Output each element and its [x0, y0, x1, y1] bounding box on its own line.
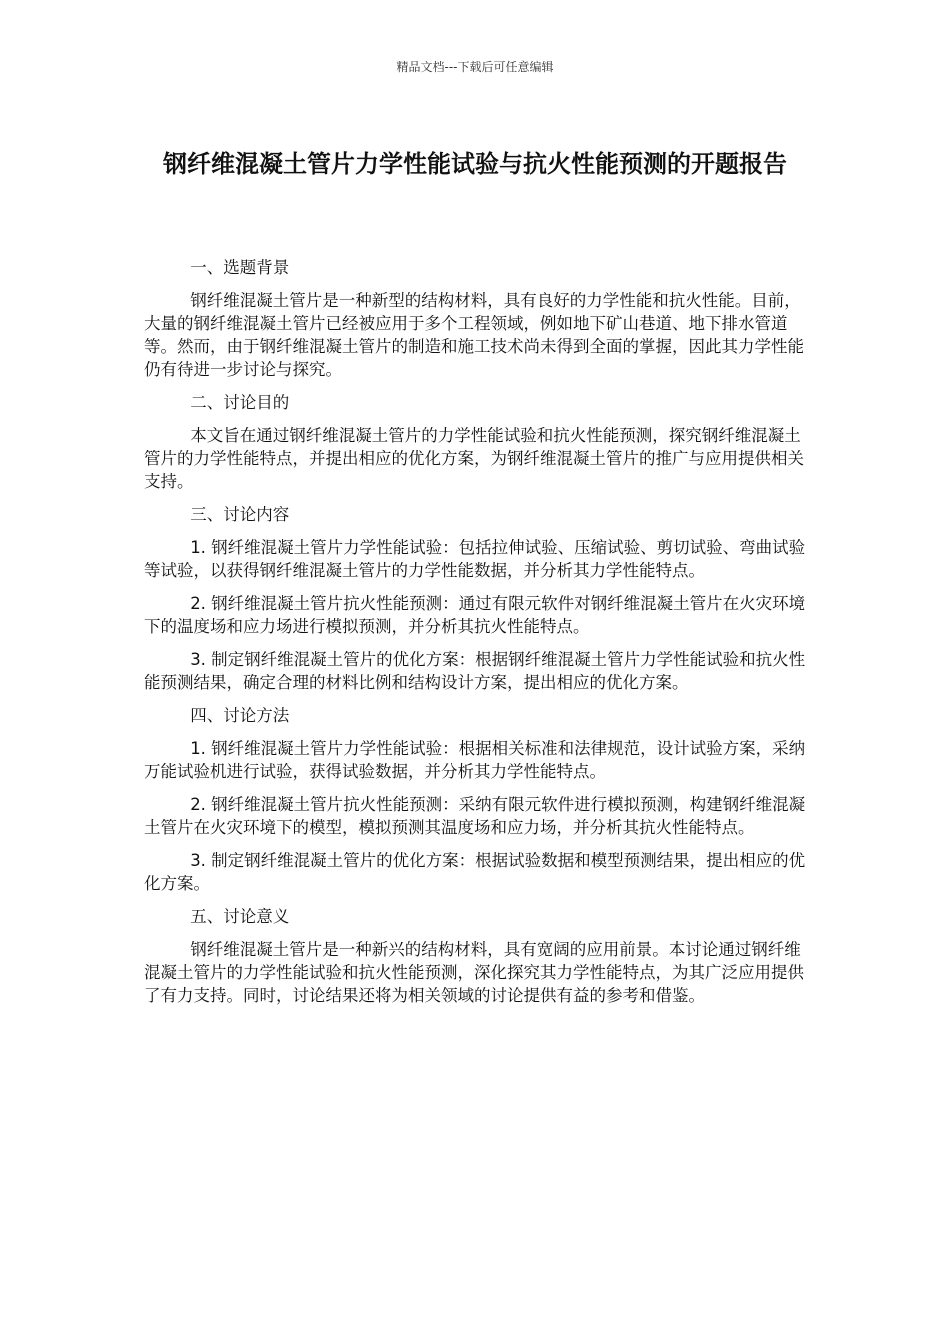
- document-body: [144, 256, 806, 1017]
- list-item: 1. 钢纤维混凝土管片力学性能试验：根据相关标准和法律规范，设计试验方案，采纳万能试验机进行试验，获得试验数据，并分析其力学性能特点。: [144, 739, 806, 781]
- list-item: 1. 钢纤维混凝土管片力学性能试验：包括拉伸试验、压缩试验、剪切试验、弯曲试验等试验，以获得钢纤维混凝土管片的力学性能数据，并分析其力学性能特点。: [144, 538, 806, 580]
- list-item: 2. 钢纤维混凝土管片抗火性能预测：通过有限元软件对钢纤维混凝土管片在火灾环境下的温度场和应力场进行模拟预测，并分析其抗火性能特点。: [144, 594, 806, 636]
- paragraph: 本文旨在通过钢纤维混凝土管片的力学性能试验和抗火性能预测，探究钢纤维混凝土管片的力学性能特点，并提出相应的优化方案，为钢纤维混凝土管片的推广与应用提供相关支持。: [144, 426, 804, 491]
- list-item: 3. 制定钢纤维混凝土管片的优化方案：根据试验数据和模型预测结果，提出相应的优化方案。: [144, 851, 806, 893]
- section-heading-methods: 四、讨论方法: [190, 706, 290, 725]
- section-heading-significance: 五、讨论意义: [190, 907, 290, 926]
- paragraph: 钢纤维混凝土管片是一种新型的结构材料，具有良好的力学性能和抗火性能。目前，大量的钢纤维混凝土管片已经被应用于多个工程领域，例如地下矿山巷道、地下排水管道等。然而，由于钢纤维混凝土管片的制造和施工技术尚未得到全面的掌握，因此其力学性能仍有待进一步讨论与探究。: [144, 291, 804, 379]
- page-header: 精品文档---下载后可任意编辑: [396, 60, 554, 74]
- list-item: 3. 制定钢纤维混凝土管片的优化方案：根据钢纤维混凝土管片力学性能试验和抗火性能预测结果，确定合理的材料比例和结构设计方案，提出相应的优化方案。: [144, 650, 806, 692]
- section-heading-content: 三、讨论内容: [190, 505, 290, 524]
- section-heading-background: 一、选题背景: [190, 258, 290, 277]
- paragraph: 钢纤维混凝土管片是一种新兴的结构材料，具有宽阔的应用前景。本讨论通过钢纤维混凝土管片的力学性能试验和抗火性能预测，深化探究其力学性能特点，为其广泛应用提供了有力支持。同时，讨论结果还将为相关领域的讨论提供有益的参考和借鉴。: [144, 940, 804, 1005]
- list-item: 2. 钢纤维混凝土管片抗火性能预测：采纳有限元软件进行模拟预测，构建钢纤维混凝土管片在火灾环境下的模型，模拟预测其温度场和应力场，并分析其抗火性能特点。: [144, 795, 806, 837]
- document-title: 钢纤维混凝土管片力学性能试验与抗火性能预测的开题报告: [163, 150, 787, 178]
- section-heading-purpose: 二、讨论目的: [190, 393, 290, 412]
